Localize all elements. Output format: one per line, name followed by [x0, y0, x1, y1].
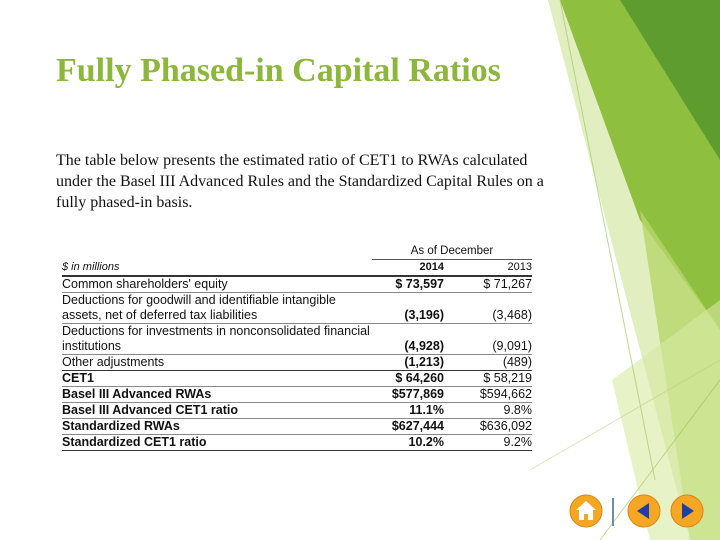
value-2013: $594,662 [444, 387, 532, 403]
as-of-header: As of December [372, 244, 532, 260]
next-slide-button[interactable] [670, 494, 704, 528]
value-2014: $627,444 [372, 419, 444, 435]
table-row [62, 387, 532, 403]
value-2013: $636,092 [444, 419, 532, 435]
table-row [62, 371, 532, 387]
table-row [62, 324, 532, 355]
value-2014: $ 64,260 [372, 371, 444, 387]
home-icon [569, 494, 603, 528]
nav-separator [612, 498, 614, 526]
row-label: Other adjustments [62, 355, 372, 371]
table-row [62, 293, 532, 324]
table-row [62, 435, 532, 451]
slide-title: Fully Phased-in Capital Ratios [56, 52, 501, 89]
value-2014: (1,213) [372, 355, 444, 371]
row-label: Deductions for investments in nonconsolidated financial institutions [62, 324, 372, 355]
row-label: CET1 [62, 371, 372, 387]
unit-label: $ in millions [62, 260, 372, 277]
triangle-left-icon [627, 494, 661, 528]
intro-paragraph: The table below presents the estimated ratio of CET1 to RWAs calculated under the Basel III Advanced Rules and the Standardized Capital Rules on a fully phased-in basis. [56, 152, 544, 211]
row-label: Basel III Advanced CET1 ratio [62, 403, 372, 419]
value-2014: (3,196) [372, 293, 444, 324]
home-button[interactable] [569, 494, 603, 528]
value-2014: (4,928) [372, 324, 444, 355]
table-row [62, 419, 532, 435]
value-2014: 11.1% [372, 403, 444, 419]
value-2013: 9.8% [444, 403, 532, 419]
value-2013: $ 58,219 [444, 371, 532, 387]
value-2013: $ 71,267 [444, 276, 532, 293]
value-2014: $ 73,597 [372, 276, 444, 293]
value-2013: (9,091) [444, 324, 532, 355]
column-header-2013: 2013 [444, 260, 532, 277]
column-header-2014: 2014 [372, 260, 444, 277]
value-2014: 10.2% [372, 435, 444, 451]
value-2013: (489) [444, 355, 532, 371]
row-label: Standardized CET1 ratio [62, 435, 372, 451]
value-2014: $577,869 [372, 387, 444, 403]
capital-ratios-table [62, 244, 532, 451]
row-label: Basel III Advanced RWAs [62, 387, 372, 403]
table-row [62, 355, 532, 371]
row-label: Common shareholders' equity [62, 276, 372, 293]
table-row [62, 403, 532, 419]
row-label: Standardized RWAs [62, 419, 372, 435]
value-2013: (3,468) [444, 293, 532, 324]
value-2013: 9.2% [444, 435, 532, 451]
previous-slide-button[interactable] [627, 494, 661, 528]
table-row [62, 276, 532, 293]
row-label: Deductions for goodwill and identifiable intangible assets, net of deferred tax liabilities [62, 293, 372, 324]
triangle-right-icon [670, 494, 704, 528]
